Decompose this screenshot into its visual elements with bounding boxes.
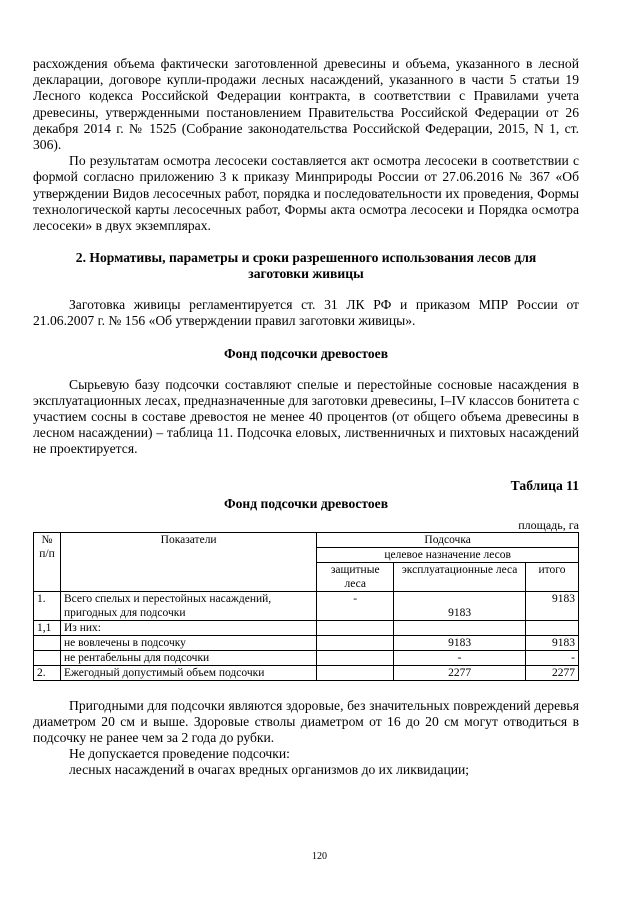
cell-protective (317, 620, 394, 635)
cell-num: 1. (34, 591, 61, 620)
header-operational: эксплуатационные леса (394, 562, 526, 591)
cell-total: 9183 (526, 635, 579, 650)
paragraph-suitable-trees: Пригодными для подсочки являются здоровые, без значительных повреждений деревья диаметром 20 см и выше. Здоровые стволы диаметром от 16 до 20 см могут отводиться в подсочку не ранее чем за 2 года до рубки. (33, 697, 579, 746)
header-total: итого (526, 562, 579, 591)
header-indicators: Показатели (60, 532, 316, 591)
paragraph-resin-regulation: Заготовка живицы регламентируется ст. 31 ЛК РФ и приказом МПР России от 21.06.2007 г. № 156 «Об утверждении правил заготовки живицы». (33, 297, 579, 329)
cell-total: 9183 (526, 591, 579, 620)
cell-name: не вовлечены в подсочку (60, 635, 316, 650)
table-header-row (34, 532, 579, 547)
cell-num (34, 635, 61, 650)
cell-total (526, 620, 579, 635)
page-number: 120 (312, 851, 327, 862)
header-purpose: целевое назначение лесов (317, 547, 579, 562)
paragraph-pest-foci: лесных насаждений в очагах вредных организмов до их ликвидации; (69, 762, 470, 778)
cell-operational (394, 620, 526, 635)
cell-name: Всего спелых и перестойных насаждений, пригодных для подсочки (60, 591, 316, 620)
section-2-heading-line-1: 2. Нормативы, параметры и сроки разрешенного использования лесов для (75, 250, 537, 266)
cell-operational: 9183 (394, 635, 526, 650)
header-tapping: Подсочка (317, 532, 579, 547)
table-row (34, 665, 579, 680)
cell-total: - (526, 650, 579, 665)
cell-name: Из них: (60, 620, 316, 635)
cell-protective (317, 665, 394, 680)
cell-name: Ежегодный допустимый объем подсочки (60, 665, 316, 680)
table-row (34, 650, 579, 665)
tapping-fund-table (33, 532, 579, 681)
cell-name: не рентабельны для подсочки (60, 650, 316, 665)
cell-operational: 2277 (394, 665, 526, 680)
fund-heading: Фонд подсочки древостоев (223, 345, 389, 361)
header-protective: защитные леса (317, 562, 394, 591)
section-2-heading-line-2: заготовки живицы (248, 266, 364, 282)
table-row (34, 635, 579, 650)
cell-operational: 9183 (394, 591, 526, 620)
cell-operational: - (394, 650, 526, 665)
cell-total: 2277 (526, 665, 579, 680)
cell-num (34, 650, 61, 665)
table-title: Фонд подсочки древостоев (223, 495, 389, 511)
table-label: Таблица 11 (510, 477, 579, 493)
page-content (33, 56, 579, 779)
cell-num: 1,1 (34, 620, 61, 635)
table-row (34, 591, 579, 620)
cell-protective (317, 635, 394, 650)
table-units: площадь, га (518, 517, 579, 532)
cell-protective (317, 650, 394, 665)
paragraph-inspection-act: По результатам осмотра лесосеки составляется акт осмотра лесосеки в соответствии с формой согласно приложению 3 к приказу Минприроды России от 27.06.2016 № 367 «Об утверждении Видов лесосечных работ, порядка и последовательности их проведения, Формы технологической карты лесосечных работ, Формы акта осмотра лесосеки и Порядка осмотра лесосеки» в двух экземплярах. (33, 153, 579, 234)
paragraph-not-allowed: Не допускается проведение подсочки: (69, 746, 290, 762)
paragraph-timber-discrepancy: расхождения объема фактически заготовленной древесины и объема, указанного в лесной декларации, договоре купли-продажи лесных насаждений, указанного в части 5 статьи 19 Лесного кодекса Российской Федерации контракта, в соответствии с Правилами учета древесины, утвержденными постановлением Правительства Российской Федерации от 26 декабря 2014 г. № 1525 (Собрание законодательства Российской Федерации, 2015, N 1, ст. 306). (33, 56, 579, 153)
header-num: № п/п (34, 532, 61, 591)
cell-num: 2. (34, 665, 61, 680)
section-2-heading (33, 250, 579, 282)
table-row (34, 620, 579, 635)
paragraph-raw-material-base: Сырьевую базу подсочки составляют спелые и перестойные сосновые насаждения в эксплуатационных лесах, предназначенные для заготовки древесины, I–IV классов бонитета с участием сосны в составе древостоя не менее 40 процентов (от общего объема древесины в лесном насаждении) – таблица 11. Подсочка еловых, лиственничных и пихтовых насаждений не проектируется. (33, 376, 579, 457)
cell-protective: - (317, 591, 394, 620)
